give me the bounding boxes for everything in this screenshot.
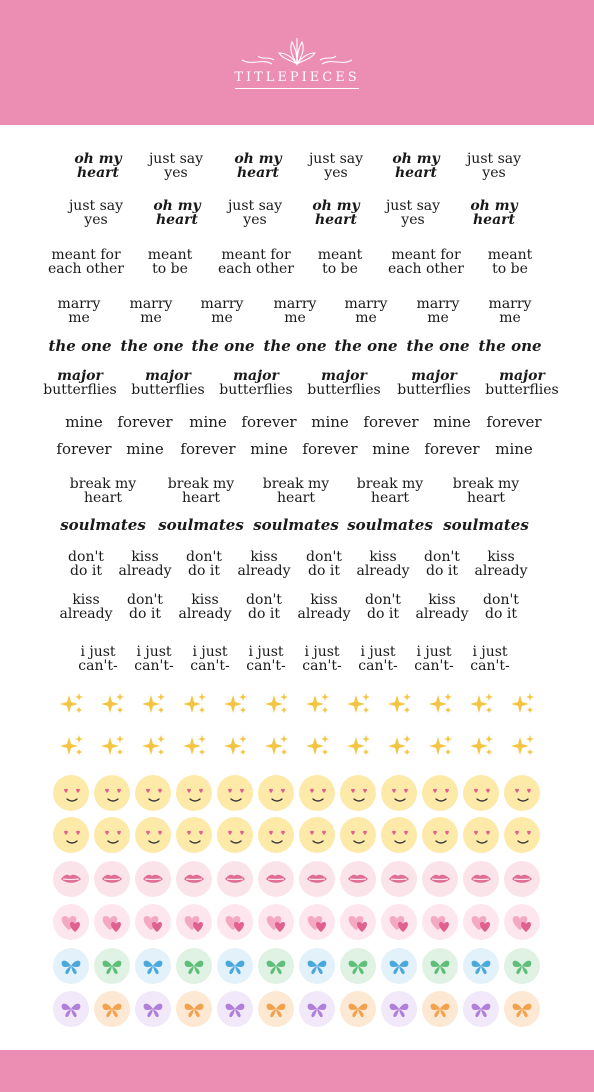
heart-eyes-face-icon	[299, 817, 335, 853]
heart-eyes-face-icon	[340, 775, 376, 811]
heart-eyes-face-icon	[463, 775, 499, 811]
heart-eyes-face-icon	[422, 817, 458, 853]
sticker-major-butterflies: major butterflies	[397, 368, 471, 398]
sticker-row-6	[0, 369, 594, 409]
sticker-row-1	[0, 152, 594, 192]
sticker-mine: mine	[65, 413, 103, 431]
brand-logo	[0, 36, 594, 89]
brand-name: TITLEPIECES	[234, 70, 360, 85]
sticker-the-one: the one	[334, 337, 398, 355]
brand-underline	[235, 88, 359, 89]
sticker-forever: forever	[180, 440, 236, 458]
sticker-break-my-heart: break my heart	[167, 476, 235, 506]
kiss-lips-icon	[381, 861, 417, 897]
heart-eyes-face-icon	[217, 817, 253, 853]
sticker-the-one: the one	[263, 337, 327, 355]
sparkles-icon	[135, 688, 171, 724]
kiss-lips-icon	[504, 861, 540, 897]
sticker-i-just-cant: i just can't-	[246, 644, 286, 674]
sticker-soulmates: soulmates	[443, 516, 529, 534]
butterfly-icon	[504, 991, 540, 1027]
sticker-oh-my-heart: oh my heart	[74, 151, 122, 181]
sticker-just-say-yes: just say yes	[148, 151, 204, 181]
sparkles-icon	[504, 730, 540, 766]
sticker-mine: mine	[495, 440, 533, 458]
sticker-meant-for-each-other: meant for each other	[218, 247, 294, 277]
heart-eyes-face-icon	[340, 817, 376, 853]
heart-eyes-face-icon	[504, 775, 540, 811]
butterfly-icon	[340, 991, 376, 1027]
heart-eyes-face-icon	[176, 775, 212, 811]
heart-eyes-face-icon	[504, 817, 540, 853]
sticker-dont-do-it: don't do it	[127, 592, 163, 622]
two-hearts-icon	[217, 904, 253, 940]
sticker-i-just-cant: i just can't-	[470, 644, 510, 674]
butterfly-icon	[94, 948, 130, 984]
two-hearts-icon	[299, 904, 335, 940]
sticker-break-my-heart: break my heart	[262, 476, 330, 506]
two-hearts-icon	[53, 904, 89, 940]
sticker-meant-to-be: meant to be	[317, 247, 363, 277]
sparkles-icon	[299, 730, 335, 766]
sparkles-icon	[504, 688, 540, 724]
sticker-kiss-already: kiss already	[356, 549, 410, 579]
sticker-the-one: the one	[406, 337, 470, 355]
two-hearts-icon	[135, 904, 171, 940]
sticker-kiss-already: kiss already	[59, 592, 113, 622]
sticker-marry-me: marry me	[416, 296, 460, 326]
sticker-row-12	[0, 593, 594, 633]
heart-eyes-face-icon	[258, 775, 294, 811]
heart-eyes-face-icon	[94, 775, 130, 811]
two-hearts-icon	[340, 904, 376, 940]
sticker-soulmates: soulmates	[253, 516, 339, 534]
sticker-break-my-heart: break my heart	[452, 476, 520, 506]
heart-eyes-face-icon	[94, 817, 130, 853]
sticker-marry-me: marry me	[344, 296, 388, 326]
sticker-just-say-yes: just say yes	[385, 198, 441, 228]
butterfly-icon	[504, 948, 540, 984]
sticker-row-8	[0, 441, 594, 481]
sparkles-icon	[53, 688, 89, 724]
sticker-marry-me: marry me	[200, 296, 244, 326]
sticker-mine: mine	[250, 440, 288, 458]
sticker-meant-for-each-other: meant for each other	[48, 247, 124, 277]
sticker-just-say-yes: just say yes	[68, 198, 124, 228]
sticker-the-one: the one	[191, 337, 255, 355]
sparkles-icon	[463, 688, 499, 724]
footer-banner	[0, 1050, 594, 1092]
sparkles-icon	[135, 730, 171, 766]
sticker-just-say-yes: just say yes	[308, 151, 364, 181]
sticker-oh-my-heart: oh my heart	[470, 198, 518, 228]
sticker-major-butterflies: major butterflies	[43, 368, 117, 398]
butterfly-icon	[176, 948, 212, 984]
kiss-lips-icon	[217, 861, 253, 897]
sticker-break-my-heart: break my heart	[69, 476, 137, 506]
sticker-oh-my-heart: oh my heart	[312, 198, 360, 228]
sticker-marry-me: marry me	[488, 296, 532, 326]
sticker-major-butterflies: major butterflies	[485, 368, 559, 398]
sticker-major-butterflies: major butterflies	[219, 368, 293, 398]
butterfly-icon	[381, 991, 417, 1027]
butterfly-icon	[94, 991, 130, 1027]
sticker-break-my-heart: break my heart	[356, 476, 424, 506]
kiss-lips-icon	[94, 861, 130, 897]
sticker-meant-for-each-other: meant for each other	[388, 247, 464, 277]
butterfly-icon	[299, 948, 335, 984]
sticker-soulmates: soulmates	[158, 516, 244, 534]
kiss-lips-icon	[299, 861, 335, 897]
heart-eyes-face-icon	[258, 817, 294, 853]
sparkles-icon	[463, 730, 499, 766]
sticker-oh-my-heart: oh my heart	[234, 151, 282, 181]
sticker-major-butterflies: major butterflies	[131, 368, 205, 398]
sparkles-icon	[299, 688, 335, 724]
sparkles-icon	[340, 730, 376, 766]
sticker-kiss-already: kiss already	[178, 592, 232, 622]
sticker-dont-do-it: don't do it	[186, 549, 222, 579]
two-hearts-icon	[504, 904, 540, 940]
two-hearts-icon	[422, 904, 458, 940]
sticker-meant-to-be: meant to be	[487, 247, 533, 277]
heart-eyes-face-icon	[176, 817, 212, 853]
two-hearts-icon	[463, 904, 499, 940]
icon-row-7	[0, 948, 594, 986]
sticker-row-3	[0, 248, 594, 288]
sticker-mine: mine	[372, 440, 410, 458]
heart-eyes-face-icon	[381, 817, 417, 853]
sticker-forever: forever	[363, 413, 419, 431]
kiss-lips-icon	[135, 861, 171, 897]
sticker-dont-do-it: don't do it	[424, 549, 460, 579]
icon-row-5	[0, 861, 594, 899]
sticker-dont-do-it: don't do it	[68, 549, 104, 579]
sticker-i-just-cant: i just can't-	[358, 644, 398, 674]
two-hearts-icon	[176, 904, 212, 940]
sticker-meant-to-be: meant to be	[147, 247, 193, 277]
sparkles-icon	[94, 688, 130, 724]
butterfly-icon	[53, 948, 89, 984]
sticker-the-one: the one	[478, 337, 542, 355]
sticker-forever: forever	[117, 413, 173, 431]
sparkles-icon	[381, 688, 417, 724]
heart-eyes-face-icon	[135, 775, 171, 811]
sticker-i-just-cant: i just can't-	[190, 644, 230, 674]
sparkles-icon	[422, 730, 458, 766]
butterfly-icon	[217, 991, 253, 1027]
sticker-soulmates: soulmates	[60, 516, 146, 534]
sparkles-icon	[258, 730, 294, 766]
kiss-lips-icon	[53, 861, 89, 897]
butterfly-icon	[381, 948, 417, 984]
icon-row-4	[0, 817, 594, 855]
sticker-dont-do-it: don't do it	[365, 592, 401, 622]
heart-eyes-face-icon	[53, 775, 89, 811]
sparkles-icon	[53, 730, 89, 766]
sticker-mine: mine	[189, 413, 227, 431]
heart-eyes-face-icon	[217, 775, 253, 811]
icon-row-8	[0, 991, 594, 1029]
heart-eyes-face-icon	[53, 817, 89, 853]
icon-row-3	[0, 775, 594, 813]
butterfly-icon	[135, 991, 171, 1027]
sparkles-icon	[340, 688, 376, 724]
sticker-row-9	[0, 477, 594, 517]
sticker-soulmates: soulmates	[347, 516, 433, 534]
sticker-row-4	[0, 297, 594, 337]
kiss-lips-icon	[463, 861, 499, 897]
icon-row-6	[0, 904, 594, 942]
sparkles-icon	[258, 688, 294, 724]
sticker-row-2	[0, 199, 594, 239]
sticker-i-just-cant: i just can't-	[134, 644, 174, 674]
sticker-kiss-already: kiss already	[297, 592, 351, 622]
kiss-lips-icon	[422, 861, 458, 897]
sticker-oh-my-heart: oh my heart	[392, 151, 440, 181]
kiss-lips-icon	[340, 861, 376, 897]
sticker-kiss-already: kiss already	[474, 549, 528, 579]
sticker-just-say-yes: just say yes	[466, 151, 522, 181]
sticker-dont-do-it: don't do it	[483, 592, 519, 622]
sticker-kiss-already: kiss already	[415, 592, 469, 622]
sticker-forever: forever	[424, 440, 480, 458]
butterfly-icon	[340, 948, 376, 984]
butterfly-icon	[176, 991, 212, 1027]
sticker-mine: mine	[126, 440, 164, 458]
sticker-forever: forever	[241, 413, 297, 431]
butterfly-icon	[258, 948, 294, 984]
heart-eyes-face-icon	[135, 817, 171, 853]
butterfly-icon	[299, 991, 335, 1027]
sparkles-icon	[217, 730, 253, 766]
icon-row-1	[0, 688, 594, 726]
sparkles-icon	[381, 730, 417, 766]
icon-row-2	[0, 730, 594, 768]
heart-eyes-face-icon	[299, 775, 335, 811]
kiss-lips-icon	[176, 861, 212, 897]
sticker-mine: mine	[433, 413, 471, 431]
sticker-kiss-already: kiss already	[118, 549, 172, 579]
sticker-forever: forever	[56, 440, 112, 458]
butterfly-icon	[463, 991, 499, 1027]
sticker-just-say-yes: just say yes	[227, 198, 283, 228]
sticker-major-butterflies: major butterflies	[307, 368, 381, 398]
two-hearts-icon	[258, 904, 294, 940]
sticker-i-just-cant: i just can't-	[302, 644, 342, 674]
sticker-i-just-cant: i just can't-	[414, 644, 454, 674]
sticker-marry-me: marry me	[57, 296, 101, 326]
sticker-row-13	[0, 645, 594, 685]
sticker-oh-my-heart: oh my heart	[153, 198, 201, 228]
sticker-i-just-cant: i just can't-	[78, 644, 118, 674]
sticker-dont-do-it: don't do it	[306, 549, 342, 579]
sparkles-icon	[176, 688, 212, 724]
two-hearts-icon	[381, 904, 417, 940]
butterfly-icon	[422, 948, 458, 984]
sticker-marry-me: marry me	[129, 296, 173, 326]
header-banner	[0, 0, 594, 125]
butterfly-icon	[258, 991, 294, 1027]
sparkles-icon	[422, 688, 458, 724]
two-hearts-icon	[94, 904, 130, 940]
sticker-mine: mine	[311, 413, 349, 431]
sticker-marry-me: marry me	[273, 296, 317, 326]
sticker-kiss-already: kiss already	[237, 549, 291, 579]
sticker-the-one: the one	[120, 337, 184, 355]
sticker-the-one: the one	[48, 337, 112, 355]
sticker-forever: forever	[486, 413, 542, 431]
sparkles-icon	[217, 688, 253, 724]
butterfly-icon	[217, 948, 253, 984]
heart-eyes-face-icon	[381, 775, 417, 811]
kiss-lips-icon	[258, 861, 294, 897]
sticker-dont-do-it: don't do it	[246, 592, 282, 622]
butterfly-icon	[422, 991, 458, 1027]
heart-eyes-face-icon	[422, 775, 458, 811]
butterfly-icon	[135, 948, 171, 984]
sticker-forever: forever	[302, 440, 358, 458]
butterfly-icon	[463, 948, 499, 984]
sparkles-icon	[176, 730, 212, 766]
lily-flower-icon	[232, 36, 362, 68]
sparkles-icon	[94, 730, 130, 766]
sticker-row-11	[0, 550, 594, 590]
heart-eyes-face-icon	[463, 817, 499, 853]
butterfly-icon	[53, 991, 89, 1027]
